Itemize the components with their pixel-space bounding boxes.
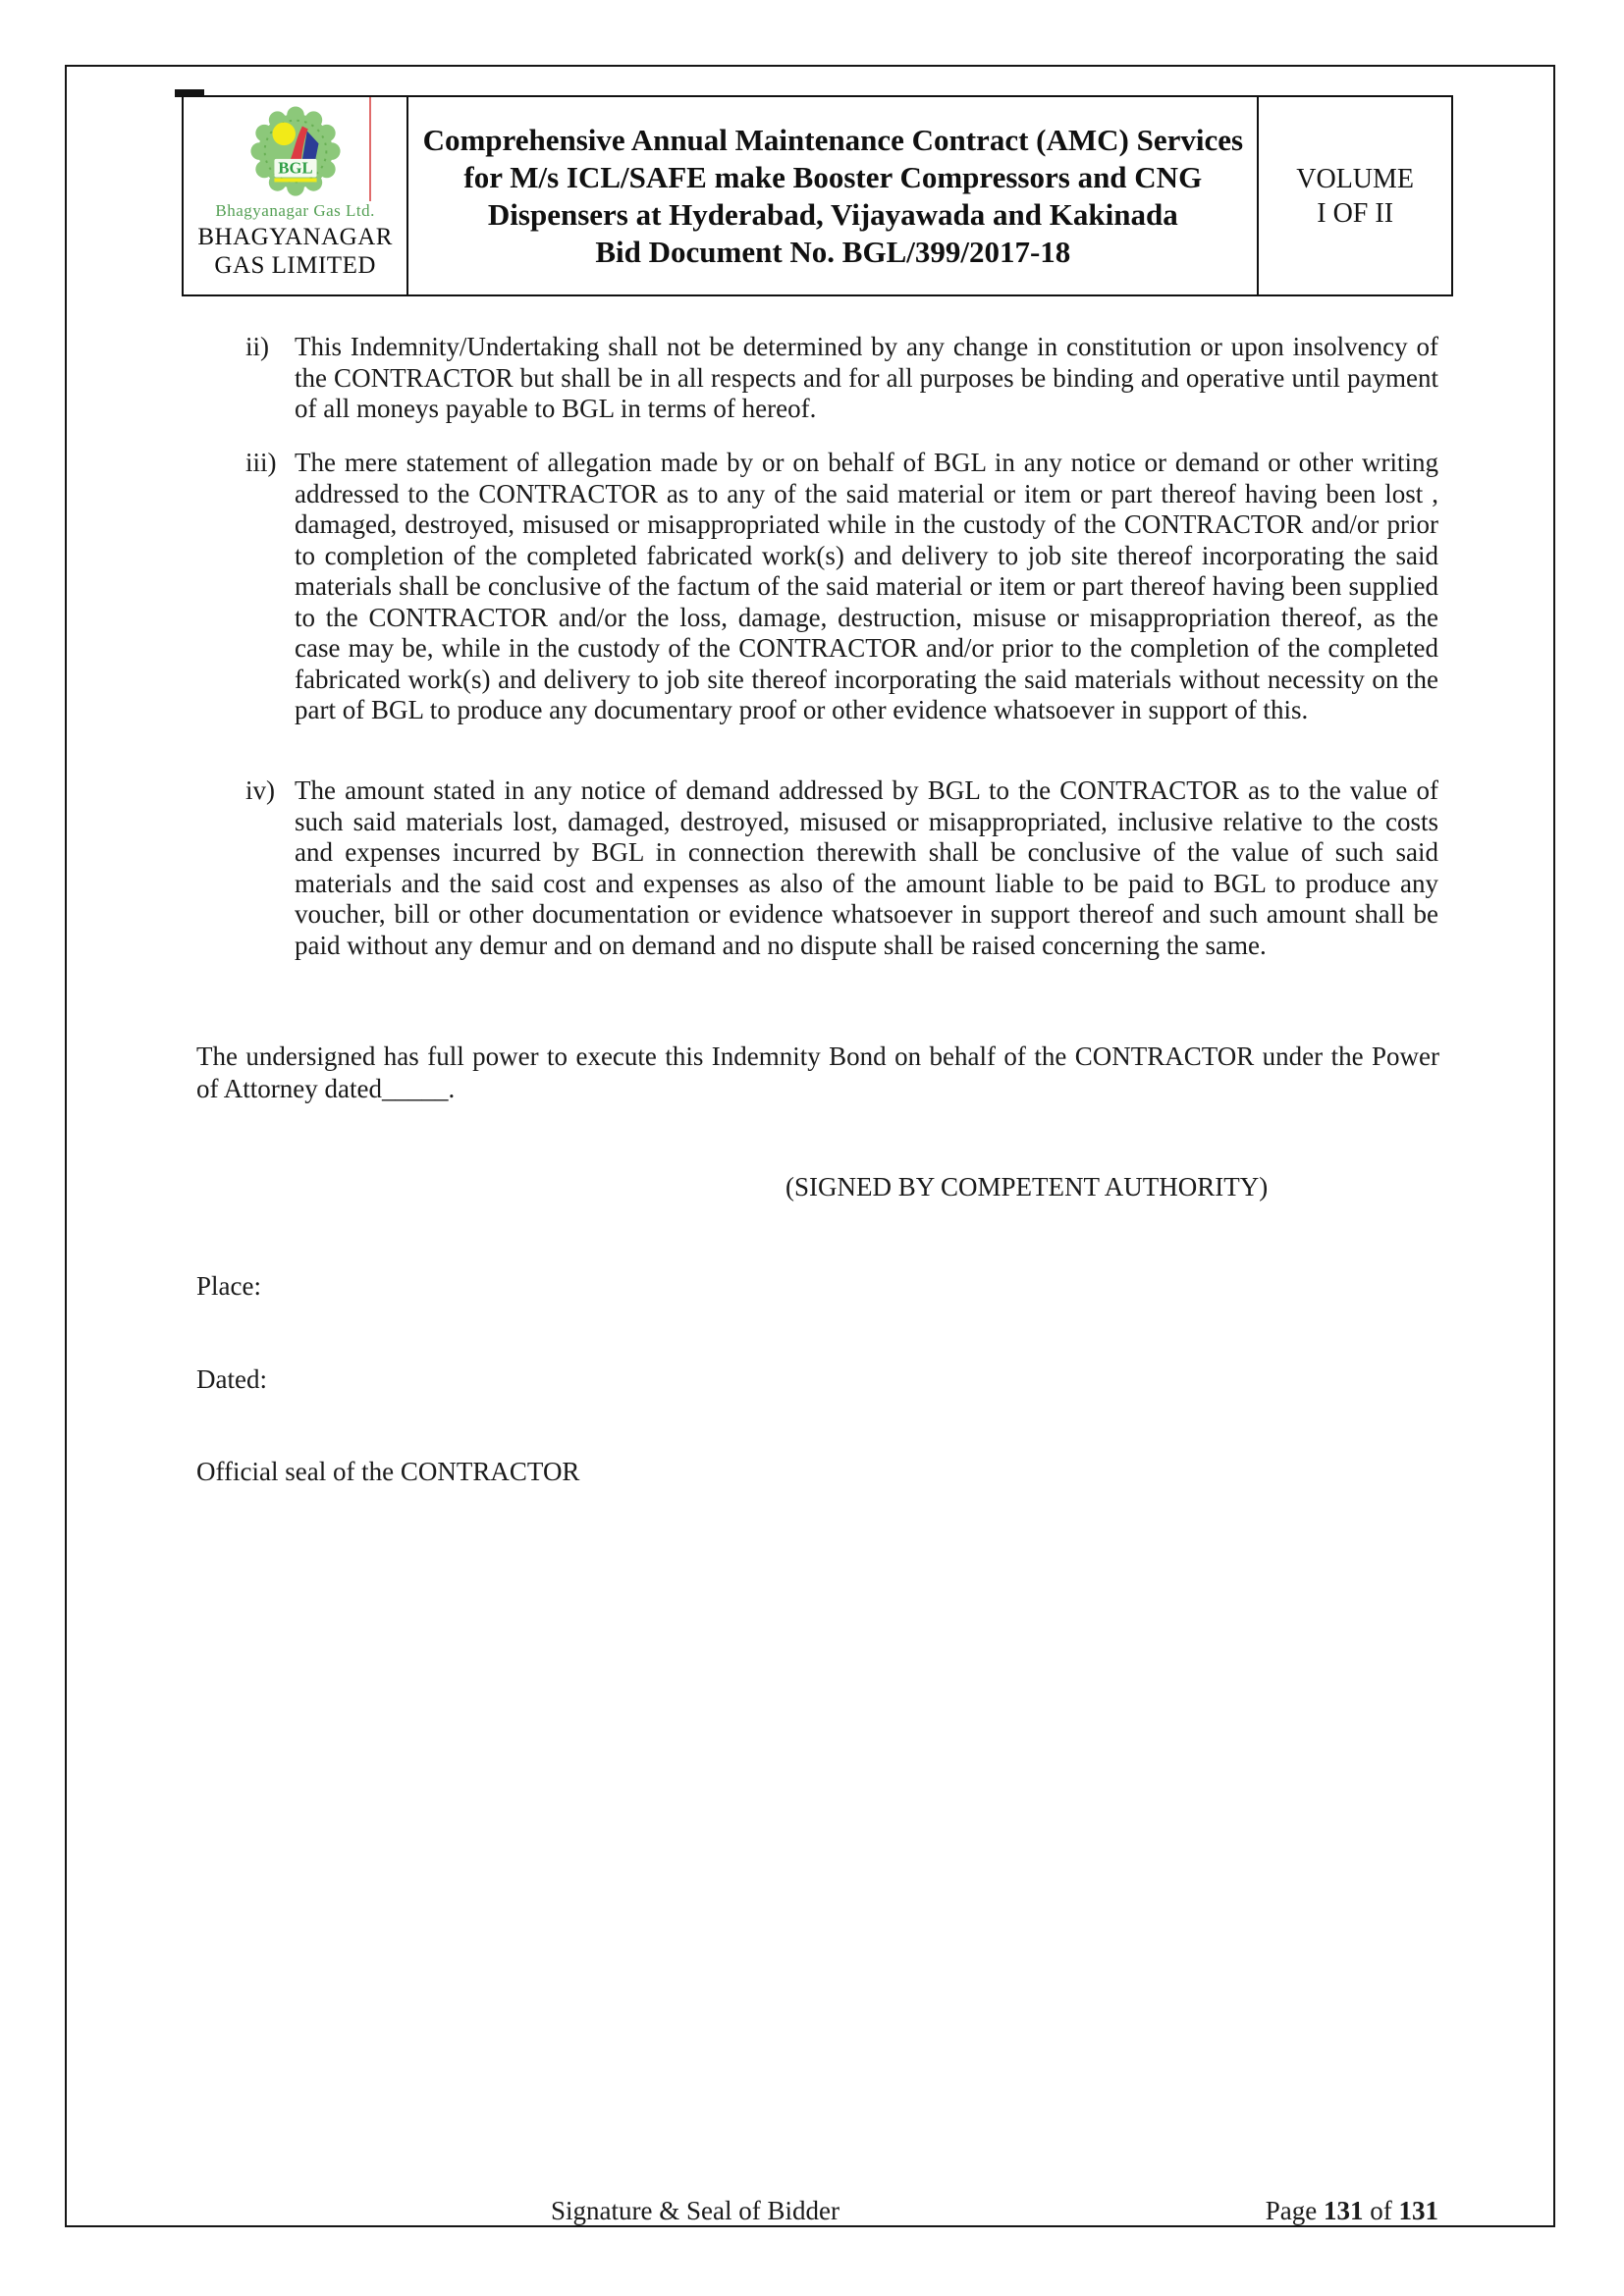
signed-by-line: (SIGNED BY COMPETENT AUTHORITY) [785,1172,1269,1201]
footer-signature-text: Signature & Seal of Bidder [551,2196,839,2225]
place-label: Place: [196,1271,261,1301]
volume-number: I OF II [1317,197,1394,229]
dated-label: Dated: [196,1364,267,1394]
footer-page-current: 131 [1324,2196,1364,2225]
volume-label: VOLUME [1296,163,1415,194]
footer-page-word: Page [1265,2196,1318,2225]
logo-caption: Bhagyanagar Gas Ltd. [215,201,375,220]
company-name-line1: BHAGYANAGAR [197,224,393,250]
clause-ii-text: This Indemnity/Undertaking shall not be determined by any change in constitution or upon insolvency of the CONTRACTOR but shall be in all respects and for all purposes be binding and operative until payment of all moneys payable to BGL in terms of hereof. [295,332,1438,423]
clause-iv-number: iv) [245,775,275,805]
title-cell [408,97,1259,294]
clause-iii-text: The mere statement of allegation made by or on behalf of BGL in any notice or demand or other writing addressed to the CONTRACTOR as to any of the said material or item or part thereof having been lost , damaged, destroyed, misused or misappropriated while in the custody of the CONTRACTOR and/or prior to completion of the completed fabricated work(s) and delivery to job site thereof incorporating the said materials shall be conclusive of the factum of the said material or item or part thereof having been supplied to the CONTRACTOR and/or the loss, damage, destruction, misuse or misappropriation thereof, as the case may be, while in the custody of the CONTRACTOR and/or prior to the completion of the completed fabricated work(s) and delivery to job site thereof incorporating the said materials without necessity on the part of BGL to produce any documentary proof or other evidence whatsoever in support of this. [295,448,1438,724]
clause-ii-number: ii) [245,332,269,361]
scan-artifact-line [369,97,371,201]
company-name-line2: GAS LIMITED [214,252,376,279]
closing-paragraph: The undersigned has full power to execute this Indemnity Bond on behalf of the CONTRACTOR under the Power of Attorney dated_____. [196,1041,1439,1103]
clause-ii [245,332,1438,425]
header-table [182,95,1453,296]
document-title: Comprehensive Annual Maintenance Contract (AMC) Services for M/s ICL/SAFE make Booster Compressors and CNG Dispensers at Hyderabad, Vijayawada and Kakinada [422,122,1244,232]
clause-iv [245,775,1438,961]
bid-document-number: Bid Document No. BGL/399/2017-18 [595,234,1071,269]
footer-page-number [1266,2196,1438,2226]
clause-iv-text: The amount stated in any notice of demand addressed by BGL to the CONTRACTOR as to the value of such said materials lost, damaged, destroyed, misused or misappropriated, inclusive relative to the costs and expenses incurred by BGL in connection therewith shall be conclusive of the value of such said materials and the said cost and expenses as also of the amount liable to be paid to BGL to produce any voucher, bill or other documentation or evidence whatsoever in support thereof and such amount shall be paid without any demur and on demand and no dispute shall be raised concerning the same. [295,775,1438,960]
clause-iii-number: iii) [245,448,277,477]
company-name [197,223,393,280]
footer-page-total: 131 [1398,2196,1438,2225]
logo-cell [184,97,408,294]
volume-cell [1259,97,1451,294]
logo-acronym: BGL [278,158,313,178]
official-seal-label: Official seal of the CONTRACTOR [196,1457,580,1486]
bgl-logo-icon [247,105,344,201]
footer-of-word: of [1370,2196,1392,2225]
clause-iii [245,448,1438,726]
